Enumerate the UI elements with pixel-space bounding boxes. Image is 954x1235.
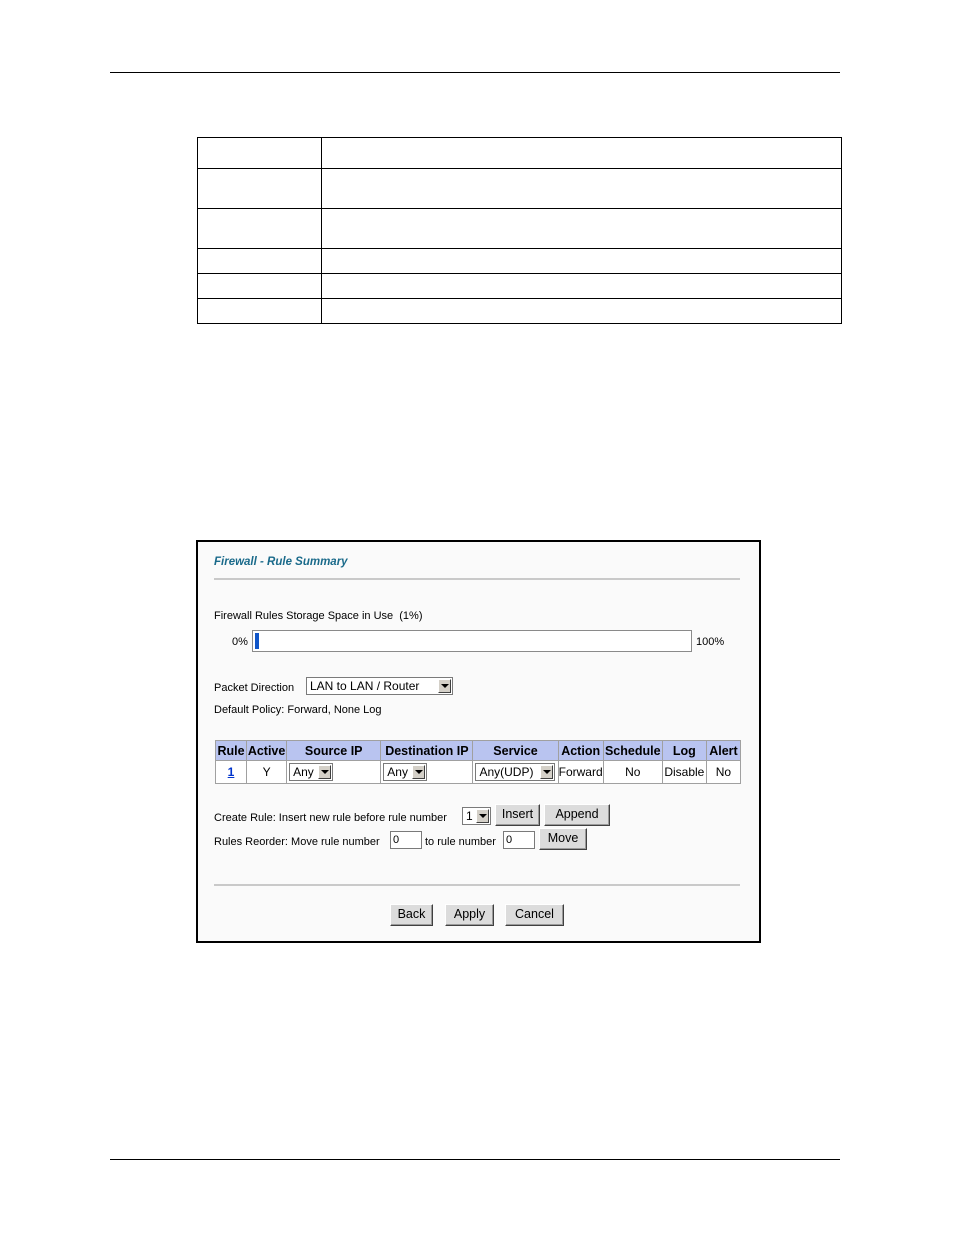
column-header-schedule: Schedule xyxy=(603,741,662,761)
reorder-from-input[interactable]: 0 xyxy=(390,831,422,849)
column-header-rule: Rule xyxy=(216,741,247,761)
storage-progress-fill xyxy=(255,633,259,649)
rule-number-link[interactable]: 1 xyxy=(227,765,235,779)
table-row xyxy=(198,209,842,249)
page-footer-rule xyxy=(110,1159,840,1160)
chevron-down-icon[interactable] xyxy=(438,679,451,693)
page-header-rule xyxy=(110,72,840,73)
insert-button[interactable]: Insert xyxy=(495,804,540,826)
cancel-button[interactable]: Cancel xyxy=(505,904,564,926)
table-header-row xyxy=(216,741,741,761)
table-row xyxy=(198,299,842,324)
reorder-label: Rules Reorder: Move rule number xyxy=(214,836,380,848)
column-header-log: Log xyxy=(662,741,706,761)
rule-log: Disable xyxy=(662,761,706,784)
page-title: Firewall - Rule Summary xyxy=(214,556,348,568)
create-rule-number-value: 1 xyxy=(466,809,473,823)
packet-direction-value: LAN to LAN / Router xyxy=(310,679,420,693)
table-row xyxy=(198,249,842,274)
storage-percent: (1%) xyxy=(399,610,423,622)
packet-direction-select[interactable] xyxy=(306,677,453,695)
column-header-active: Active xyxy=(247,741,287,761)
source-ip-value: Any xyxy=(293,765,314,779)
reorder-to-label: to rule number xyxy=(425,836,496,848)
column-header-alert: Alert xyxy=(706,741,740,761)
table-row xyxy=(216,761,741,784)
storage-progress-bar xyxy=(252,630,692,652)
reference-table xyxy=(197,137,842,324)
footer-divider xyxy=(214,884,740,886)
table-row xyxy=(198,169,842,209)
packet-direction-label: Packet Direction xyxy=(214,682,295,694)
bar-max-label: 100% xyxy=(696,636,725,648)
column-header-service: Service xyxy=(473,741,558,761)
chevron-down-icon[interactable] xyxy=(318,765,331,779)
chevron-down-icon[interactable] xyxy=(412,765,425,779)
apply-button[interactable]: Apply xyxy=(445,904,494,926)
source-ip-select[interactable] xyxy=(289,763,333,781)
table-row xyxy=(198,274,842,299)
create-rule-number-select[interactable] xyxy=(462,807,491,825)
title-divider xyxy=(214,578,740,580)
back-button[interactable]: Back xyxy=(390,904,433,926)
service-value: Any(UDP) xyxy=(479,765,534,779)
rule-alert: No xyxy=(706,761,740,784)
create-rule-label: Create Rule: Insert new rule before rule number xyxy=(214,812,447,824)
column-header-action: Action xyxy=(558,741,603,761)
service-select[interactable] xyxy=(475,763,555,781)
move-button[interactable]: Move xyxy=(539,828,587,850)
reorder-to-input[interactable]: 0 xyxy=(503,831,535,849)
rule-action: Forward xyxy=(558,761,603,784)
rules-table xyxy=(215,740,741,784)
firewall-rule-summary-screen xyxy=(196,540,761,943)
rule-active: Y xyxy=(247,761,287,784)
bar-min-label: 0% xyxy=(232,636,248,648)
append-button[interactable]: Append xyxy=(544,804,610,826)
column-header-destination-ip: Destination IP xyxy=(381,741,473,761)
destination-ip-value: Any xyxy=(387,765,408,779)
table-row xyxy=(198,138,842,169)
chevron-down-icon[interactable] xyxy=(540,765,553,779)
default-policy: Default Policy: Forward, None Log xyxy=(214,704,382,716)
chevron-down-icon[interactable] xyxy=(476,809,489,823)
column-header-source-ip: Source IP xyxy=(287,741,381,761)
storage-label: Firewall Rules Storage Space in Use xyxy=(214,610,394,622)
destination-ip-select[interactable] xyxy=(383,763,427,781)
rule-schedule: No xyxy=(603,761,662,784)
